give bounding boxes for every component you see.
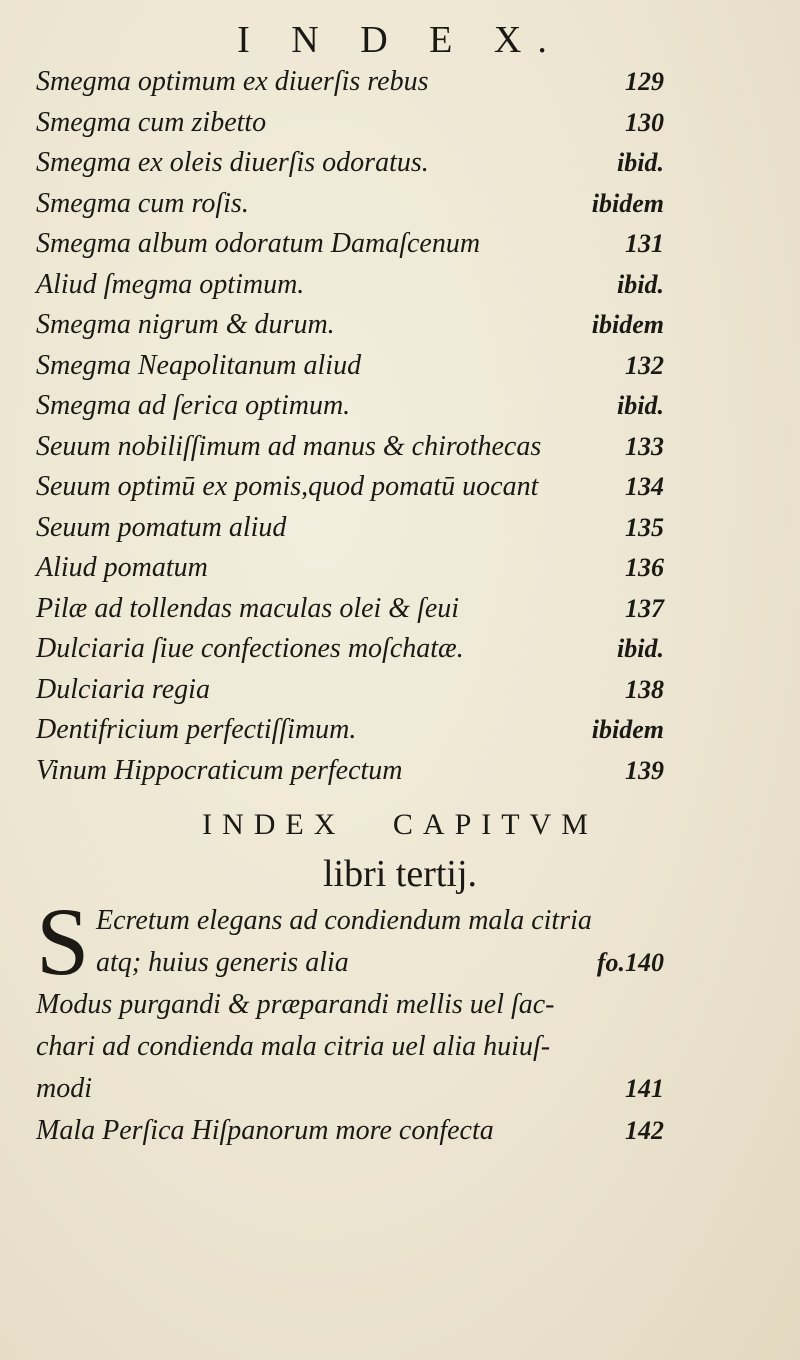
section-title: INDEX CAPITVM bbox=[202, 808, 598, 841]
chapter-title: atq; huius generis alia bbox=[96, 947, 349, 978]
entry-page-ref: ibidem bbox=[591, 188, 664, 218]
page-header: I N D E X. bbox=[237, 19, 563, 61]
entry-page-ref: 131 bbox=[625, 229, 664, 258]
entry-title: Seuum pomatum aliud bbox=[36, 511, 287, 543]
chapter-entry bbox=[36, 1068, 664, 1110]
entry-title: Smegma optimum ex diuerſis rebus bbox=[36, 66, 429, 97]
index-entry bbox=[36, 265, 664, 306]
index-entry bbox=[36, 143, 664, 184]
entry-page-ref: 138 bbox=[625, 674, 664, 704]
index-entry bbox=[36, 184, 664, 225]
index-entry bbox=[36, 224, 664, 265]
entry-page-ref: ibid. bbox=[617, 391, 664, 420]
chapter-entry bbox=[36, 984, 664, 1026]
index-entry bbox=[36, 508, 664, 549]
entry-title: Dentifricium perfectiſſimum. bbox=[36, 714, 357, 745]
index-entry bbox=[36, 386, 664, 427]
entry-page-ref: 129 bbox=[625, 67, 664, 96]
chapter-title: modi bbox=[36, 1073, 92, 1104]
chapter-title: Mala Perſica Hiſpanorum more confecta bbox=[36, 1115, 494, 1146]
entry-page-ref: ibid. bbox=[617, 634, 664, 663]
chapter-entry bbox=[36, 900, 664, 942]
entry-title: Pilæ ad tollendas maculas olei & ſeui bbox=[36, 592, 460, 624]
entry-page-ref: 130 bbox=[625, 107, 664, 137]
index-entry-list bbox=[36, 62, 664, 791]
entry-title: Vinum Hippocraticum perfectum bbox=[36, 754, 403, 786]
entry-page-ref: ibid. bbox=[617, 148, 664, 177]
entry-page-ref: 134 bbox=[625, 472, 664, 501]
entry-page-ref: 139 bbox=[625, 755, 664, 785]
entry-title: Smegma cum roſis. bbox=[36, 187, 249, 219]
entry-title: Smegma album odoratum Damaſcenum bbox=[36, 228, 481, 259]
entry-page-ref: ibid. bbox=[617, 269, 664, 299]
index-entry bbox=[36, 427, 664, 468]
entry-page-ref: 133 bbox=[625, 431, 664, 461]
index-entry bbox=[36, 305, 664, 346]
chapter-entry bbox=[36, 1026, 664, 1068]
index-entry bbox=[36, 346, 664, 387]
chapter-title: Modus purgandi & præparandi mellis uel ſac- bbox=[36, 989, 555, 1020]
entry-title: Smegma nigrum & durum. bbox=[36, 309, 335, 340]
index-entry bbox=[36, 589, 664, 630]
entry-title: Aliud ſmegma optimum. bbox=[36, 268, 305, 300]
chapter-title: chari ad condienda mala citria uel alia huiuſ- bbox=[36, 1031, 551, 1062]
entry-title: Smegma ad ſerica optimum. bbox=[36, 390, 351, 421]
index-entry bbox=[36, 467, 664, 508]
entry-title: Seuum optimū ex pomis,quod pomatū uocant bbox=[36, 471, 539, 502]
index-entry bbox=[36, 629, 664, 670]
index-entry bbox=[36, 548, 664, 589]
index-entry bbox=[36, 670, 664, 711]
chapter-entry bbox=[36, 1110, 664, 1152]
entry-title: Smegma Neapolitanum aliud bbox=[36, 349, 362, 381]
chapter-entry bbox=[36, 942, 664, 984]
entry-page-ref: ibidem bbox=[591, 715, 664, 744]
chapter-page-ref: 142 bbox=[625, 1116, 664, 1145]
index-entry bbox=[36, 710, 664, 751]
drop-cap: S bbox=[36, 888, 90, 995]
entry-page-ref: 132 bbox=[625, 350, 664, 380]
entry-page-ref: 136 bbox=[625, 553, 664, 582]
chapter-title: Ecretum elegans ad condiendum mala citria bbox=[96, 905, 592, 936]
index-entry bbox=[36, 751, 664, 792]
index-entry bbox=[36, 62, 664, 103]
entry-page-ref: 137 bbox=[625, 593, 664, 623]
entry-title: Smegma ex oleis diuerſis odoratus. bbox=[36, 147, 429, 178]
chapter-index-list bbox=[36, 888, 664, 1152]
entry-title: Dulciaria ſiue confectiones moſchatæ. bbox=[36, 633, 464, 664]
entry-page-ref: ibidem bbox=[591, 310, 664, 339]
index-entry bbox=[36, 103, 664, 144]
entry-page-ref: 135 bbox=[625, 512, 664, 542]
entry-title: Seuum nobiliſſimum ad manus & chirothecas bbox=[36, 430, 542, 462]
section-subtitle: libri tertij. bbox=[322, 853, 478, 895]
chapter-page-ref: fo.140 bbox=[596, 948, 664, 977]
entry-title: Smegma cum zibetto bbox=[36, 106, 267, 138]
chapter-page-ref: 141 bbox=[625, 1074, 664, 1103]
entry-title: Aliud pomatum bbox=[36, 552, 208, 583]
entry-title: Dulciaria regia bbox=[36, 673, 210, 705]
